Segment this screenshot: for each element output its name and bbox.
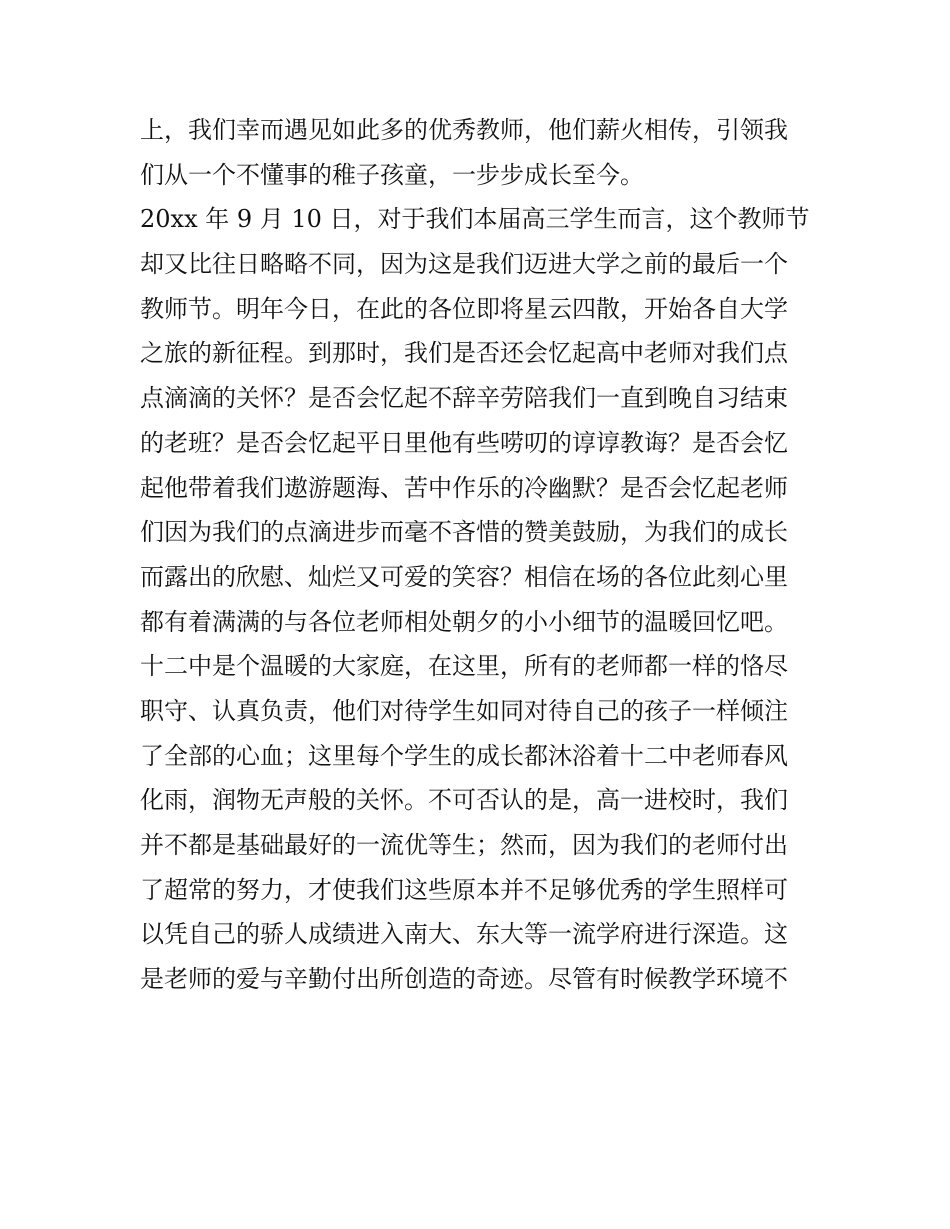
text-line: 了全部的心血；这里每个学生的成长都沐浴着十二中老师春风 (140, 741, 788, 770)
body-text (140, 108, 830, 1002)
text-line: 之旅的新征程。到那时，我们是否还会忆起高中老师对我们点 (140, 339, 788, 368)
text-line: 以凭自己的骄人成绩进入南大、东大等一流学府进行深造。这 (140, 920, 788, 949)
text-line: 并不都是基础最好的一流优等生；然而，因为我们的老师付出 (140, 831, 788, 859)
text-line: 起他带着我们遨游题海、苦中作乐的冷幽默？是否会忆起老师 (140, 473, 788, 502)
text-line: 的老班？是否会忆起平日里他有些唠叨的谆谆教诲？是否会忆 (140, 428, 788, 457)
text-line: 是老师的爱与辛勤付出所创造的奇迹。尽管有时候教学环境不 (140, 965, 788, 994)
text-line: 教师节。明年今日，在此的各位即将星云四散，开始各自大学 (140, 294, 788, 323)
text-line: 们从一个不懂事的稚子孩童，一步步成长至今。 (140, 160, 644, 189)
text-line: 却又比往日略略不同，因为这是我们迈进大学之前的最后一个 (140, 250, 788, 279)
text-line: 化雨，润物无声般的关怀。不可否认的是，高一进校时，我们 (140, 786, 788, 815)
text-line: 职守、认真负责，他们对待学生如同对待自己的孩子一样倾注 (140, 696, 788, 725)
text-line: 点滴滴的关怀？是否会忆起不辞辛劳陪我们一直到晚自习结束 (140, 384, 788, 413)
text-line: 了超常的努力，才使我们这些原本并不足够优秀的学生照样可 (140, 875, 788, 904)
text-line: 都有着满满的与各位老师相处朝夕的小小细节的温暖回忆吧。 (140, 607, 788, 636)
text-line: 而露出的欣慰、灿烂又可爱的笑容？相信在场的各位此刻心里 (140, 562, 788, 591)
text-line: 上，我们幸而遇见如此多的优秀教师，他们薪火相传，引领我 (140, 116, 788, 144)
text-line: 们因为我们的点滴进步而毫不吝惜的赞美鼓励，为我们的成长 (140, 518, 788, 547)
text-line: 20xx 年 9 月 10 日，对于我们本届高三学生而言，这个教师节 (140, 205, 810, 234)
text-line: 十二中是个温暖的大家庭，在这里，所有的老师都一样的恪尽 (140, 652, 788, 681)
